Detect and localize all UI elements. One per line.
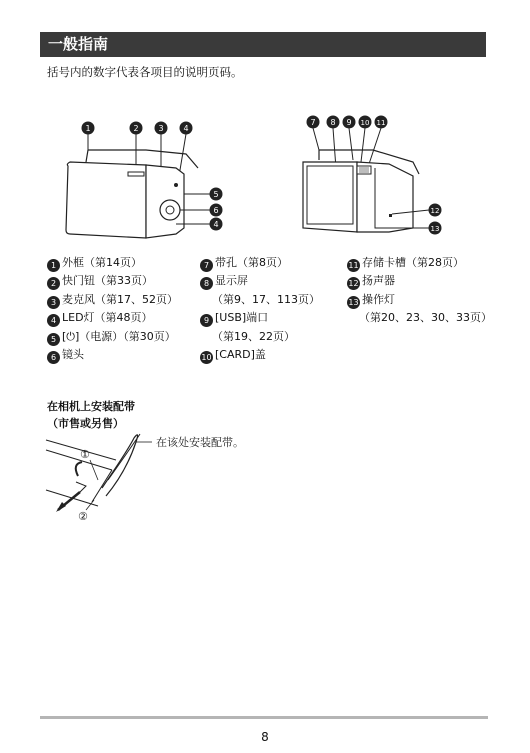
part-item: 3 麦克风（第17、52页）: [47, 291, 178, 309]
parts-list-col3: [347, 254, 492, 328]
footer-divider: [40, 716, 488, 719]
part-item-pages: （第19、22页）: [212, 329, 295, 343]
part-item: 4 LED灯（第48页）: [47, 309, 178, 327]
page-number: 8: [261, 730, 269, 744]
svg-text:11: 11: [376, 119, 386, 127]
svg-text:7: 7: [310, 118, 316, 127]
camera-front-diagram: [58, 110, 258, 246]
callout-6: [180, 204, 223, 217]
part-item-pages: （第20、23、30、33页）: [359, 311, 492, 325]
part-item: 5 [⏻]（电源）（第30页）: [47, 328, 178, 346]
callout-10: [359, 116, 372, 163]
svg-text:4: 4: [183, 124, 189, 133]
part-item: 12 扬声器: [348, 274, 395, 289]
part-item: 7 带孔（第8页）: [200, 254, 320, 272]
svg-text:9: 9: [346, 118, 352, 127]
parts-list-col1: [47, 254, 178, 364]
step1-label: ①: [80, 448, 90, 461]
svg-text:8: 8: [330, 118, 336, 127]
svg-text:5: 5: [213, 190, 219, 199]
step2-label: ②: [78, 510, 88, 520]
part-item: 11 存储卡槽（第28页）: [348, 256, 464, 270]
camera-back-diagram: [295, 110, 465, 246]
svg-text:2: 2: [133, 124, 139, 133]
part-item: 2 快门钮（第33页）: [47, 272, 178, 290]
svg-text:3: 3: [158, 124, 164, 133]
callout-11: [369, 116, 388, 165]
strap-annotation: 在该处安装配带。: [156, 436, 244, 449]
part-item: 9 [USB]端口: [200, 309, 320, 327]
callout-1: [82, 122, 95, 151]
part-item: 6 镜头: [47, 346, 178, 364]
svg-text:13: 13: [430, 225, 440, 233]
svg-text:4: 4: [213, 220, 219, 229]
svg-text:10: 10: [360, 119, 370, 127]
intro-text: 括号内的数字代表各项目的说明页码。: [47, 65, 243, 79]
svg-text:12: 12: [430, 207, 440, 215]
strap-heading: 在相机上安装配带: [47, 400, 135, 413]
strap-diagram: [36, 430, 276, 520]
section-title: 一般指南: [40, 32, 486, 57]
strap-subheading: （市售或另售）: [47, 417, 124, 430]
part-item: 10 [CARD]盖: [201, 348, 266, 363]
callout-9: [343, 116, 356, 161]
part-item-pages: （第9、17、113页）: [212, 292, 320, 306]
part-item: 1 外框（第14页）: [47, 254, 178, 272]
svg-text:6: 6: [213, 206, 219, 215]
part-item: 8 显示屏: [200, 272, 320, 290]
parts-list-col2: [200, 254, 320, 364]
callout-7: [307, 116, 320, 151]
svg-text:1: 1: [85, 124, 91, 133]
part-item: 13 操作灯: [348, 292, 395, 307]
callout-5: [184, 188, 223, 201]
